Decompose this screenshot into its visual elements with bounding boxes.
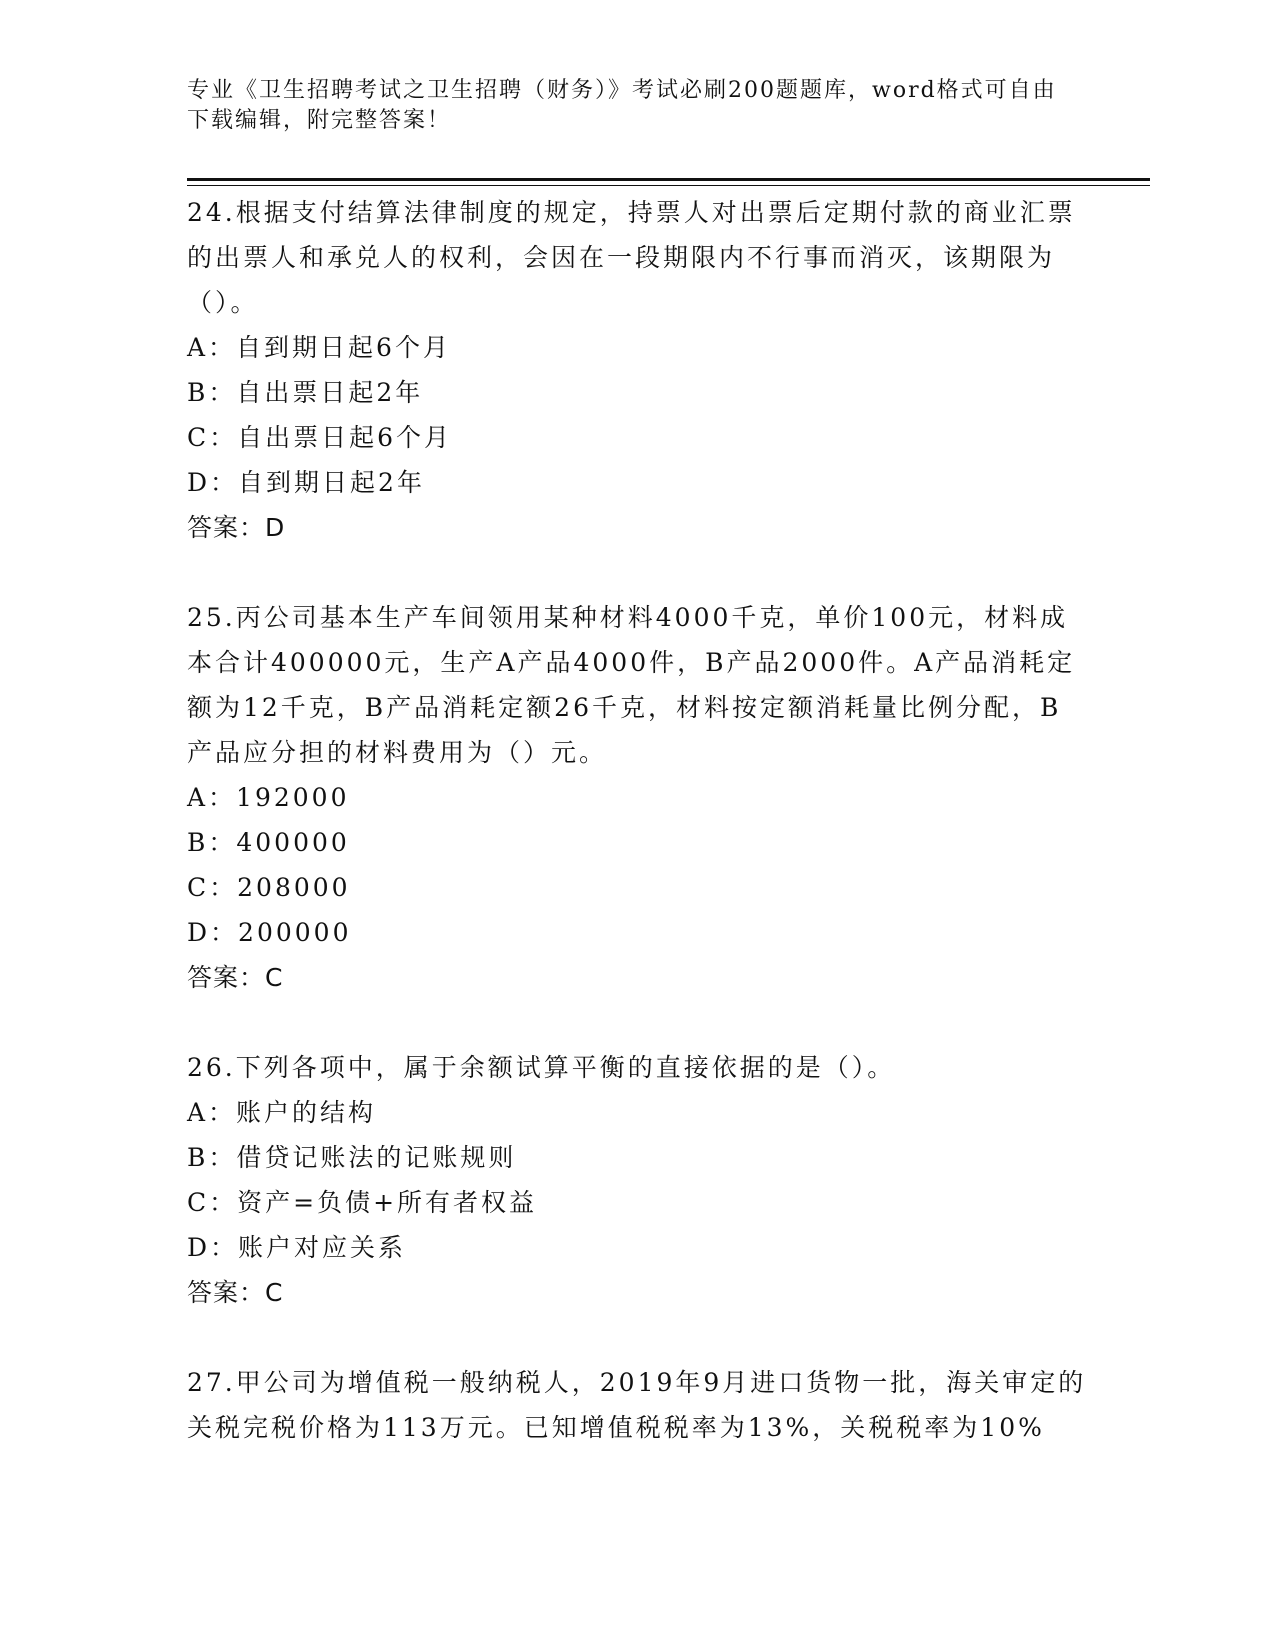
option-c: C：208000 bbox=[187, 873, 351, 902]
option-a: A：自到期日起6个月 bbox=[187, 333, 451, 362]
option-c: C：自出票日起6个月 bbox=[187, 423, 453, 452]
question-text: 27.甲公司为增值税一般纳税人，2019年9月进口货物一批，海关审定的关税完税价格为113万元。已知增值税税率为13%，关税税率为10% bbox=[187, 1368, 1087, 1442]
option-d: D：账户对应关系 bbox=[187, 1233, 407, 1262]
document-header: 专业《卫生招聘考试之卫生招聘（财务）》考试必刷200题题库，word格式可自由下载编辑，附完整答案！ bbox=[187, 78, 1057, 133]
question-text: 25.丙公司基本生产车间领用某种材料4000千克，单价100元，材料成本合计400000元，生产A产品4000件，B产品2000件。A产品消耗定额为12千克，B产品消耗定额26千克，材料按定额消耗量比例分配，B产品应分担的材料费用为（）元。 bbox=[187, 603, 1076, 767]
question-27 bbox=[187, 1360, 1087, 1450]
answer-line: 答案：C bbox=[187, 963, 284, 992]
header-divider bbox=[187, 178, 1150, 181]
option-d: D：自到期日起2年 bbox=[187, 468, 425, 497]
question-24 bbox=[187, 190, 1087, 551]
option-b: B：自出票日起2年 bbox=[187, 378, 424, 407]
question-25 bbox=[187, 595, 1087, 1001]
answer-line: 答案：C bbox=[187, 1278, 284, 1307]
question-list bbox=[187, 190, 1087, 1494]
option-b: B：借贷记账法的记账规则 bbox=[187, 1143, 517, 1172]
option-b: B：400000 bbox=[187, 828, 350, 857]
question-26 bbox=[187, 1045, 1087, 1316]
option-a: A：账户的结构 bbox=[187, 1098, 377, 1127]
header-divider-thin bbox=[187, 185, 1150, 186]
question-text: 26.下列各项中，属于余额试算平衡的直接依据的是（）。 bbox=[187, 1053, 896, 1082]
option-a: A：192000 bbox=[187, 783, 350, 812]
option-c: C：资产=负债+所有者权益 bbox=[187, 1188, 538, 1217]
option-d: D：200000 bbox=[187, 918, 352, 947]
answer-line: 答案：D bbox=[187, 513, 286, 542]
question-text: 24.根据支付结算法律制度的规定，持票人对出票后定期付款的商业汇票的出票人和承兑人的权利，会因在一段期限内不行事而消灭，该期限为（）。 bbox=[187, 198, 1076, 317]
